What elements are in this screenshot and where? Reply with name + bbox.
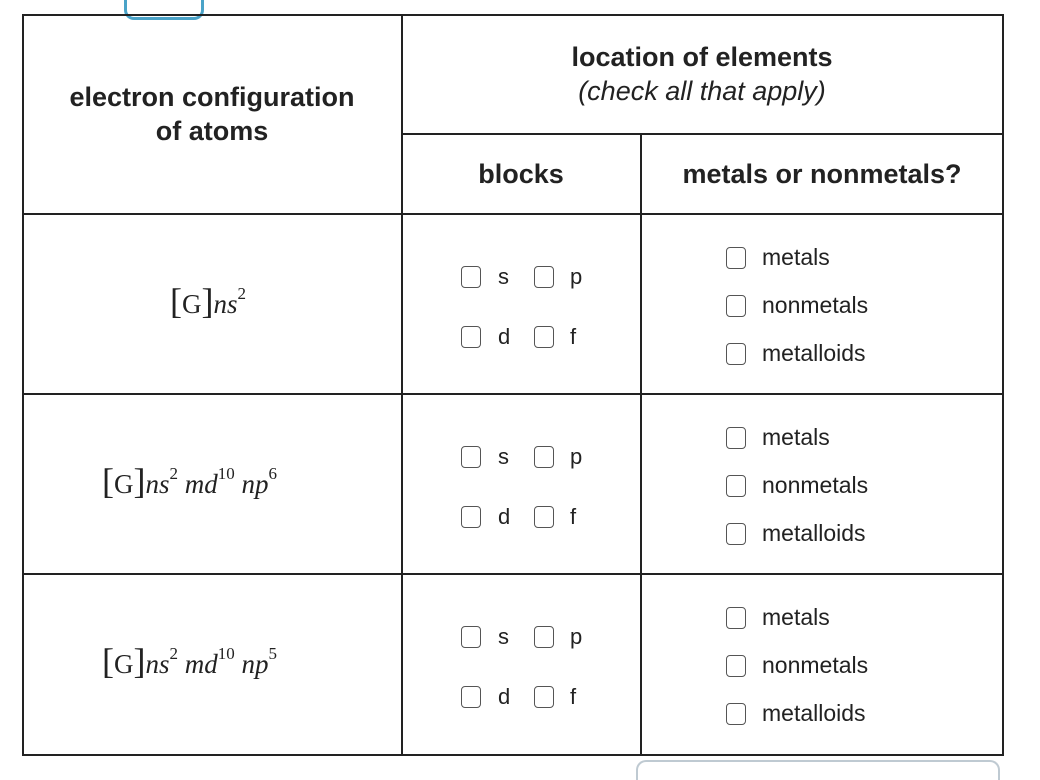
- block-label: s: [498, 444, 509, 469]
- header-text: electron configuration: [69, 82, 355, 112]
- block-label: d: [498, 504, 511, 529]
- header-title: location of elements: [571, 42, 833, 72]
- table-border-bottom: [22, 754, 1004, 756]
- nonmetals-checkbox[interactable]: [726, 655, 746, 677]
- header-location: [402, 14, 1002, 134]
- block-d-checkbox[interactable]: [461, 686, 481, 708]
- metals-checkbox[interactable]: [726, 607, 746, 629]
- metalloids-label: metalloids: [762, 520, 866, 546]
- nonmetals-label: nonmetals: [762, 292, 869, 318]
- block-f-checkbox[interactable]: [534, 506, 554, 528]
- header-blocks: blocks: [478, 158, 564, 189]
- block-f-checkbox[interactable]: [534, 686, 554, 708]
- metals-checkbox[interactable]: [726, 427, 746, 449]
- block-label: p: [570, 444, 583, 469]
- block-f-checkbox[interactable]: [534, 326, 554, 348]
- block-p-checkbox[interactable]: [534, 266, 554, 288]
- nonmetals-label: nonmetals: [762, 652, 869, 678]
- metals-label: metals: [762, 424, 830, 450]
- nonmetals-label: nonmetals: [762, 472, 869, 498]
- row-divider: [22, 393, 1004, 395]
- block-label: f: [570, 504, 577, 529]
- table-border-right: [1002, 14, 1004, 756]
- metalloids-checkbox[interactable]: [726, 523, 746, 545]
- block-label: p: [570, 624, 583, 649]
- header-metals: metals or nonmetals?: [682, 158, 962, 189]
- metals-label: metals: [762, 604, 830, 630]
- electron-configuration-formula: $[G]ns^2$ $md^{10}$ $np^6$: [102, 461, 278, 501]
- block-label: f: [570, 324, 577, 349]
- block-s-checkbox[interactable]: [461, 446, 481, 468]
- header-electron-configuration: [22, 14, 402, 214]
- metals-label: metals: [762, 244, 830, 270]
- block-s-checkbox[interactable]: [461, 266, 481, 288]
- bottom-panel-tab[interactable]: [636, 760, 1000, 780]
- metalloids-checkbox[interactable]: [726, 343, 746, 365]
- header-subtitle: (check all that apply): [578, 76, 826, 106]
- block-s-checkbox[interactable]: [461, 626, 481, 648]
- row-divider: [22, 573, 1004, 575]
- metals-checkbox[interactable]: [726, 247, 746, 269]
- metalloids-label: metalloids: [762, 340, 866, 366]
- block-d-checkbox[interactable]: [461, 326, 481, 348]
- nonmetals-checkbox[interactable]: [726, 475, 746, 497]
- electron-configuration-formula: $[G]ns^2$: [170, 281, 247, 321]
- nonmetals-checkbox[interactable]: [726, 295, 746, 317]
- header-text: of atoms: [155, 116, 269, 146]
- electron-configuration-formula: $[G]ns^2$ $md^{10}$ $np^5$: [102, 641, 278, 681]
- column-divider: [640, 133, 642, 756]
- block-label: f: [570, 684, 577, 709]
- block-p-checkbox[interactable]: [534, 446, 554, 468]
- block-label: d: [498, 684, 511, 709]
- metalloids-checkbox[interactable]: [726, 703, 746, 725]
- block-p-checkbox[interactable]: [534, 626, 554, 648]
- block-label: s: [498, 264, 509, 289]
- block-label: p: [570, 264, 583, 289]
- block-d-checkbox[interactable]: [461, 506, 481, 528]
- block-label: d: [498, 324, 511, 349]
- block-label: s: [498, 624, 509, 649]
- metalloids-label: metalloids: [762, 700, 866, 726]
